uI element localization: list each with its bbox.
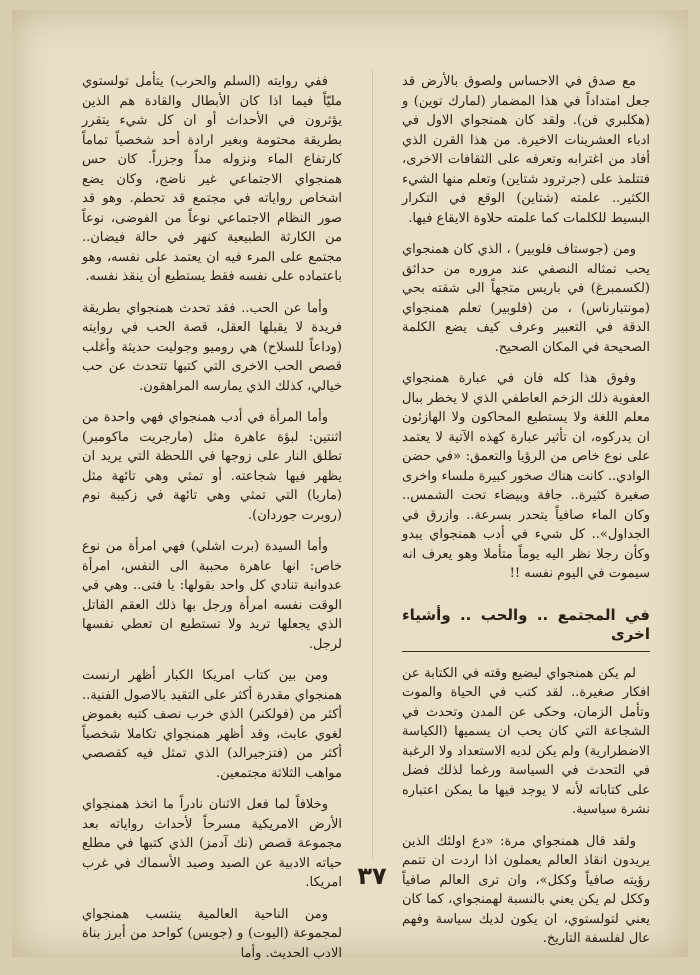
paragraph: ولقد قال همنجواي مرة: «دع اولئك الذين يريدون انقاذ العالم يعملون اذا اردت ان تتمم رؤيته صافياً وككل»، وان ترى العالم صافياً وككل لم يكن يعني بالنسبة لهمنجواي، كما كان يعني لتولستوي، ان يكون لديك سياسة وفهم عال لفلسفة التاريخ. xyxy=(402,833,650,946)
paragraph: لم يكن همنجواي ليضيع وقته في الكتابة عن افكار صغيرة.. لقد كتب في الحياة والموت وتأمل الزمان، وحكى عن المدن وتحدث في الشجاعة التي كان يحب ان يسميها (الكياسة الاضطرارية) ولم يكن لديه الاستعداد ولا الرغبة في التحدث في السياسة ورغما لذلك فضل على كتاباته لأنه لا يوجد فيها ما يمكن اعتباره نشرة سياسية. xyxy=(402,665,650,817)
paragraph: وأما السيدة (برت اشلي) فهي امرأة من نوع خاص: انها عاهرة محببة الى النفس، امرأة عدوانية تنادي كل واحد بقولها: يا فتى.. وهي في الوقت نفسه امرأة ورجل بها ذلك العقم القاتل الذي يجعلها تريد ولا تستطيع ان تعطي نفسها لرجل. xyxy=(82,539,342,652)
paragraph: وأما عن الحب.. فقد تحدث همنجواي بطريقة فريدة لا يقبلها العقل، قصة الحب في روايته (وداعاً للسلاح) هي روميو وجوليت حديثة وأغلب قصص الحب الاخرى التي كتبها تتحدث عن حب خيالي، كذلك الذي يمارسه المراهقون. xyxy=(82,300,342,394)
right-column xyxy=(402,72,650,961)
paragraph: وخلافاً لما فعل الاثنان نادراً ما اتخذ همنجواي الأرض الامريكية مسرحاً لأحداث رواياته بعد مجموعة قصص (نك آدمز) الذي كتبها في مطلع حياته الادبية عن الصيد وصيد الأسماك في غرب امريكا. xyxy=(82,797,342,890)
paragraph: مع صدق في الاحساس ولصوق بالأرض قد جعل امتداداً في هذا المضمار (لمارك توين) و (هكلبري فن). ولقد كان همنجواي الاول في ادباء العشرينات الاخيرة. من هذا القرن الذي أفاد من اغترابه وتعرفه على الثقافات الاخرى، فتتلمذ على (جرترود شتاين) وتعلم منها الشيء الكثير.. علمته (شتاين) الوقع في التكرار البسيط للكلمات كما علمته حلاوة الايقاع فيها. xyxy=(402,74,650,226)
section-heading: في المجتمع .. والحب .. وأشياء اخرى xyxy=(402,606,650,652)
paragraph: ومن بين كتاب امريكا الكبار أظهر ارنست همنجواي مقدرة أكثر على التقيد بالاصول الفنية.. أكثر من (فولكنر) الذي خرب نصف كتبه بغموض لغوي عابث، وقد أظهر همنجواي تكاملا شخصياً أكثر من (فتزجيرالد) الذي تمثل فيه كقصصي مواهب الثلاثة مجتمعين. xyxy=(82,668,342,781)
paragraph: ومن (جوستاف فلوبير) ، الذي كان همنجواي يحب تمثاله النصفي عند مروره من حدائق (لكسمبرغ) في باريس متجهاً الى شقته بحي (مونتبارناس) ، من (فلوبير) تعلم همنجواي الدقة في التعبير وعرف كيف يضع الكلمة الصحيحة في المكان الصحيح. xyxy=(402,242,650,355)
left-column xyxy=(82,72,342,975)
book-page xyxy=(12,10,688,961)
paragraph: ففي روايته (السلم والحرب) يتأمل تولستوي مليّاً فيما اذا كان الأبطال والقادة هم الذين يؤثرون في الأحداث أو ان كل شيء يتقرر بطريقة محتومة وبغير ارادة أحد شخصياً تماماً كارتفاع الماء ونزوله مداً وجزراً. كان حس همنجواي الاجتماعي غير ناضج، وكان يضع اشخاص رواياته في مجتمع قد تحطم. وهو قد صور النظام الاجتماعي نوعاً من الفوضى، نوعاً من الكارثة الطبيعية كنهر في حالة فيضان.. مجتمع على المرء فيه ان يعتمد على نفسه، وهو باعتماده على نفسه فقط يستطيع أن ينقذ نفسه. xyxy=(82,74,342,284)
paragraph: وفوق هذا كله فان في عبارة همنجواي العفوية ذلك الزخم العاطفي الذي لا يخطر ببال معلم اللغة ولا يستطيع المحاكون ولا الهازئون ان يدركوه، ان تأثير عبارة كهذه الآتية لا يعتمد على نوع خاص من الرؤيا والتعمق: «في حضن الوادي.. كانت هناك صخور كبيرة ملساء واخرى صغيرة كثيرة.. جافة وبيضاء تحت الشمس.. وكان الماء صافياً يتحدر بسرعة.. وازرق في الجداول».. كل شيء في أدب همنجواي يبدو وكأن رجلا نظر اليه يوماً متأملا وهو يعرف انه سيموت في اليوم نفسه !! xyxy=(402,371,650,581)
column-gutter xyxy=(372,70,373,860)
page-number: ٣٧ xyxy=(357,862,387,890)
paragraph: ومن الناحية العالمية ينتسب همنجواي لمجموعة (اليوت) و (جويس) كواحد من أبرز بناة الادب الحديث. وأما xyxy=(82,906,342,961)
paragraph: وأما المرأة في أدب همنجواي فهي واحدة من اثنتين: لبؤة عاهرة مثل (مارجريت ماكومبر) تطلق النار على زوجها في اللحظة التي يريد ان يظهر فيها شجاعته. أو تمثي وهي تائهة مثل (ماريا) التي تمثي وهي تائهة في زكيبة نوم (روبرت جوردان). xyxy=(82,410,342,523)
